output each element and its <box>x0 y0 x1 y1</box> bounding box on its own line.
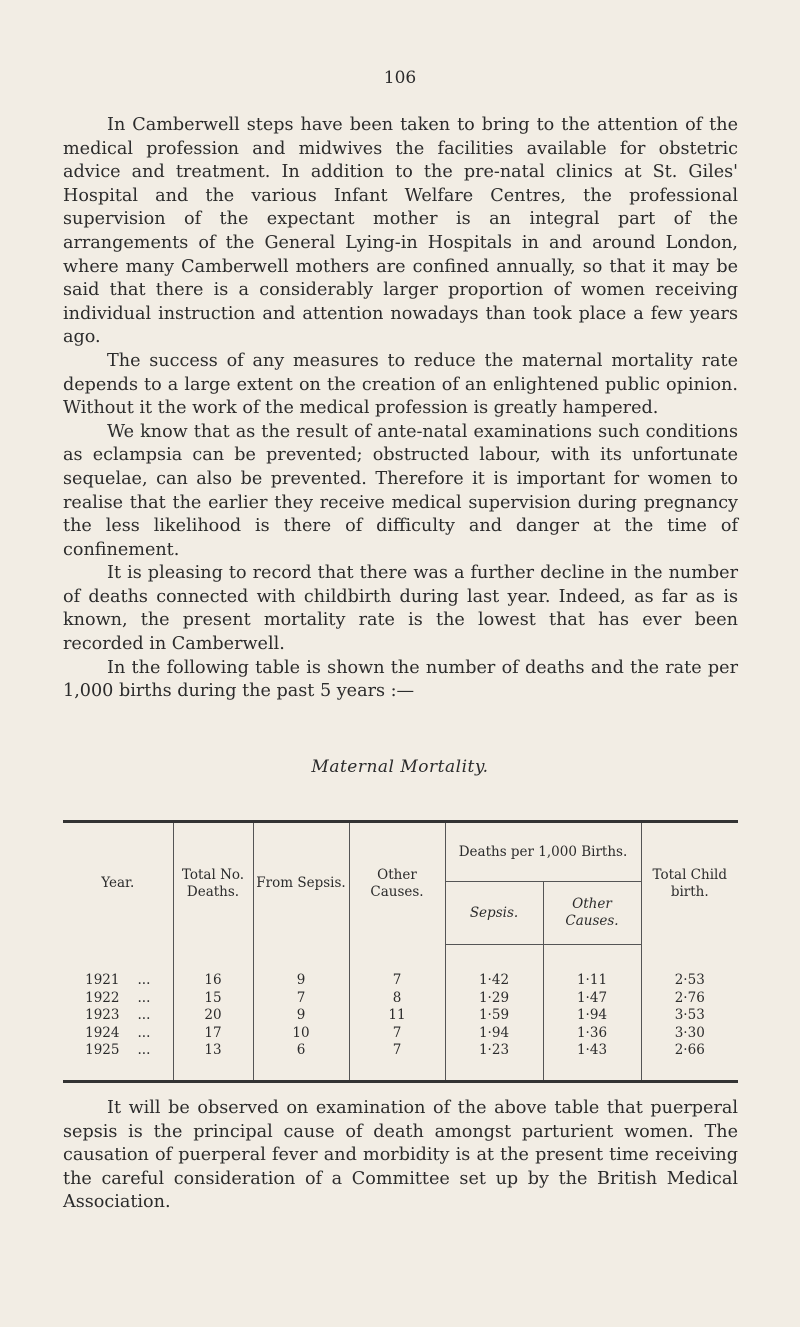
header-total-childbirth: Total Child birth. <box>641 822 738 945</box>
leader-dots: ... <box>137 989 151 1006</box>
conclusion-text <box>63 1097 738 1215</box>
paragraph: It is pleasing to record that there was a further decline in the number of deaths connected with childbirth during last year. Indeed, as far as is known, the present mortality rate is the lowest that has ever been recorded in Camberwell. <box>63 563 738 655</box>
table-row <box>63 1042 738 1060</box>
year-cell: 1925 <box>85 1042 120 1059</box>
other-causes-cell: 8 <box>349 990 445 1008</box>
table-row <box>63 972 738 990</box>
table-row <box>63 1025 738 1043</box>
other-rate-cell: 1·94 <box>543 1007 641 1025</box>
sepsis-rate-cell: 1·29 <box>445 990 543 1008</box>
sepsis-rate-cell: 1·42 <box>445 972 543 990</box>
leader-dots: ... <box>137 1042 151 1059</box>
maternal-mortality-table <box>63 820 738 1083</box>
total-rate-cell: 3·53 <box>641 1007 738 1025</box>
year-cell: 1921 <box>85 972 120 988</box>
other-causes-cell: 7 <box>349 1042 445 1060</box>
table-caption: Maternal Mortality. <box>311 757 489 777</box>
paragraph: The success of any measures to reduce the maternal mortality rate depends to a large extent on the creation of an enlightened public opinion. Without it the work of the medical profession is greatly hampered. <box>63 350 738 419</box>
year-cell: 1924 <box>85 1024 120 1041</box>
paragraph: It will be observed on examination of the above table that puerperal sepsis is the principal cause of death amongst parturient women. The causation of puerperal fever and morbidity is at the present time receiving the careful consideration of a Committee set up by the British Medical Association. <box>63 1098 738 1213</box>
total-rate-cell: 3·30 <box>641 1025 738 1043</box>
sepsis-rate-cell: 1·23 <box>445 1042 543 1060</box>
total-deaths-cell: 15 <box>173 990 253 1008</box>
other-causes-cell: 7 <box>349 972 445 990</box>
sepsis-cell: 9 <box>253 1007 349 1025</box>
header-other-rate: Other Causes. <box>543 882 641 945</box>
other-causes-cell: 7 <box>349 1025 445 1043</box>
leader-dots: ... <box>137 1024 151 1041</box>
header-sepsis-rate: Sepsis. <box>445 882 543 945</box>
sepsis-cell: 10 <box>253 1025 349 1043</box>
other-rate-cell: 1·36 <box>543 1025 641 1043</box>
paragraph: In Camberwell steps have been taken to bring to the attention of the medical profession and midwives the facilities available for obstetric advice and treatment. In addition to the pre-natal clinics at St. Giles' Hospital and the various Infant Welfare Centres, the professional supervision of the expectant mother is an integral part of the arrangements of the General Lying-in Hospitals in and around London, where many Camberwell mothers are confined annually, so that it may be said that there is a considerably larger proportion of women receiving individual instruction and attention nowadays than took place a few years ago. <box>63 115 738 348</box>
sepsis-cell: 9 <box>253 972 349 990</box>
sepsis-rate-cell: 1·59 <box>445 1007 543 1025</box>
other-rate-cell: 1·43 <box>543 1042 641 1060</box>
paragraph: We know that as the result of ante-natal examinations such conditions as eclampsia can be prevented; obstructed labour, with its unfortunate sequelae, can also be prevented. Therefore it is important for women to realise that the earlier they receive medical supervision during pregnancy the less likelihood is there of difficulty and danger at the time of confinement. <box>63 421 738 560</box>
header-other-causes: Other Causes. <box>349 822 445 945</box>
sepsis-cell: 7 <box>253 990 349 1008</box>
table-row <box>63 1007 738 1025</box>
leader-dots: ... <box>137 972 151 988</box>
page-number: 106 <box>383 68 417 88</box>
table-body <box>63 945 738 1082</box>
year-cell: 1923 <box>85 1007 120 1024</box>
total-rate-cell: 2·76 <box>641 990 738 1008</box>
leader-dots: ... <box>137 1007 151 1024</box>
header-deaths-per-1000: Deaths per 1,000 Births. <box>445 822 641 882</box>
total-deaths-cell: 16 <box>173 972 253 990</box>
other-rate-cell: 1·47 <box>543 990 641 1008</box>
header-year: Year. <box>101 875 135 892</box>
total-deaths-cell: 13 <box>173 1042 253 1060</box>
sepsis-cell: 6 <box>253 1042 349 1060</box>
total-rate-cell: 2·53 <box>641 972 738 990</box>
total-rate-cell: 2·66 <box>641 1042 738 1060</box>
table-row <box>63 990 738 1008</box>
other-causes-cell: 11 <box>349 1007 445 1025</box>
paragraph: In the following table is shown the number of deaths and the rate per 1,000 births during the past 5 years :— <box>63 657 738 702</box>
header-from-sepsis: From Sepsis. <box>253 822 349 945</box>
total-deaths-cell: 17 <box>173 1025 253 1043</box>
year-cell: 1922 <box>85 989 120 1006</box>
total-deaths-cell: 20 <box>173 1007 253 1025</box>
other-rate-cell: 1·11 <box>543 972 641 990</box>
intro-text <box>63 114 738 704</box>
header-total-deaths: Total No. Deaths. <box>173 822 253 945</box>
sepsis-rate-cell: 1·94 <box>445 1025 543 1043</box>
